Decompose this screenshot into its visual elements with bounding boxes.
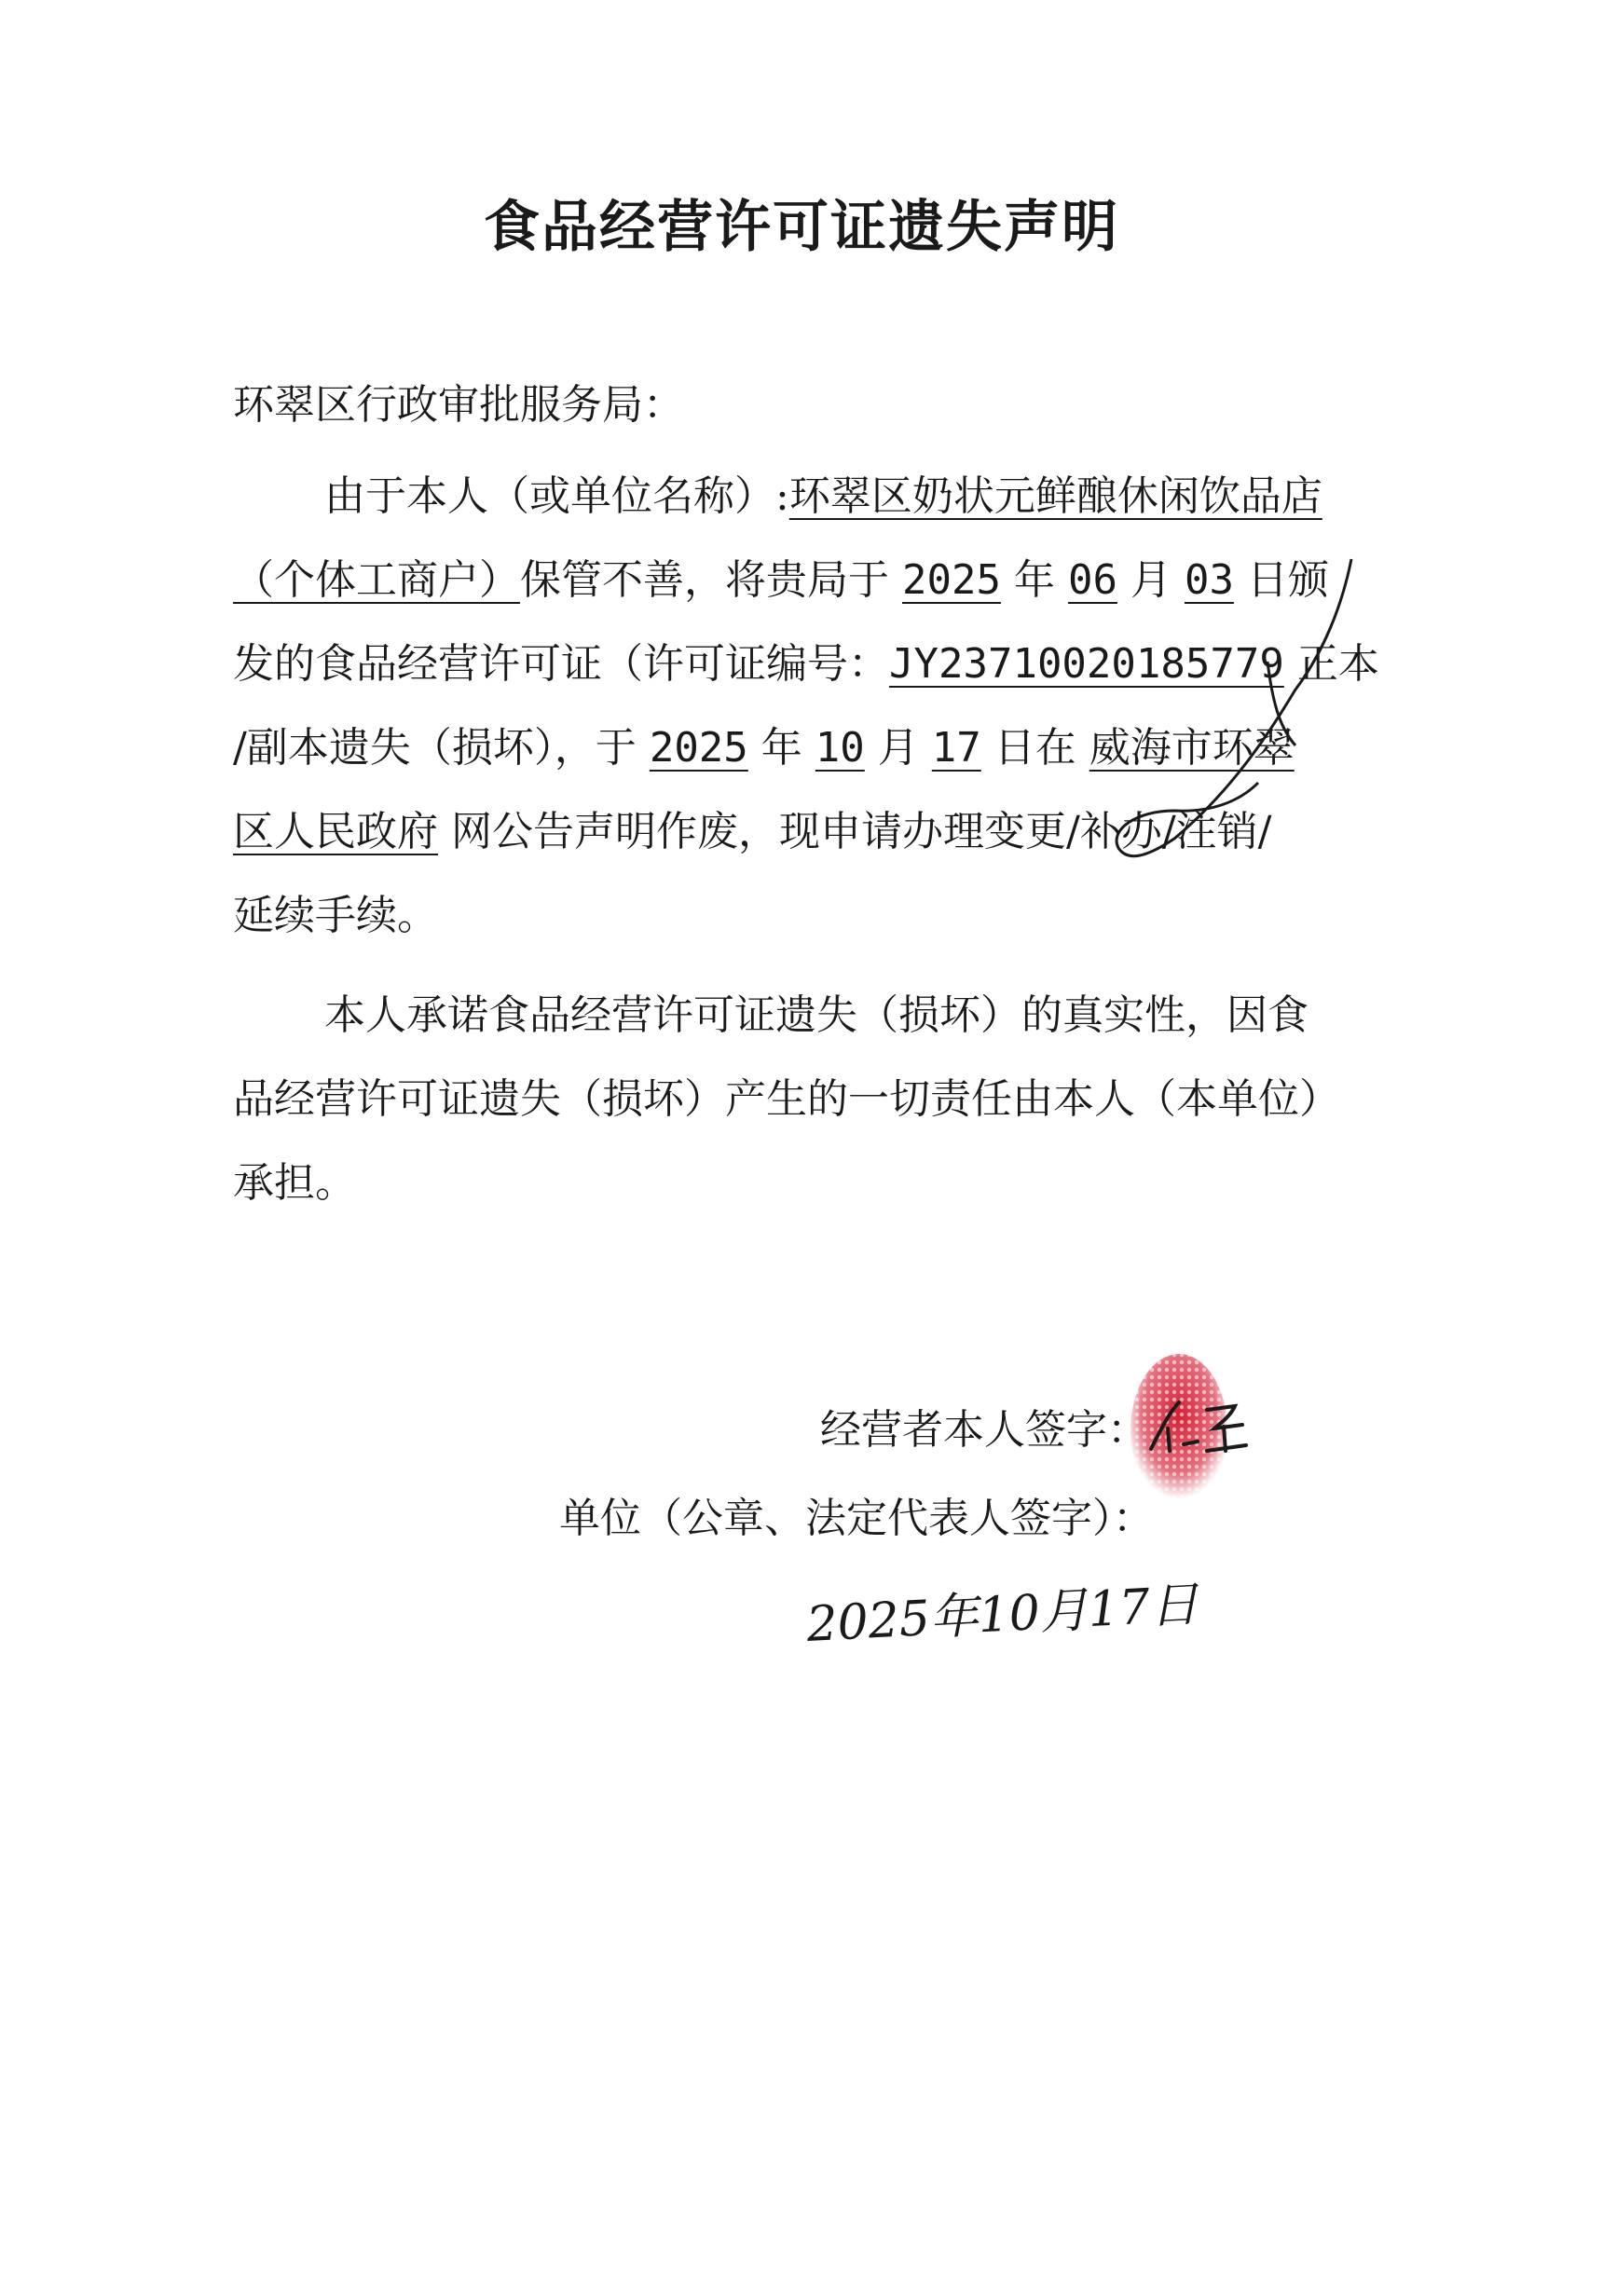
issue-day: 03: [1184, 556, 1234, 604]
notice-place-cont: 区人民政府: [233, 808, 438, 855]
document-title: 食品经营许可证遗失声明: [484, 195, 1119, 260]
notice-year: 2025: [649, 724, 748, 772]
para2-line2: 品经营许可证遗失（损坏）产生的一切责任由本人（本单位）: [233, 1075, 1340, 1123]
notice-place: 威海市环翠: [1089, 724, 1295, 772]
para1-line2: （个体工商户）保管不善，将贵局于 2025 年 06 月 03 日颁: [233, 556, 1329, 604]
unit-signature-label: 单位（公章、法定代表人签字）：: [559, 1495, 1154, 1542]
para1-line6: 延续手续。: [233, 892, 438, 939]
handwritten-date: 2025年10月17日: [805, 1577, 1200, 1653]
license-number: JY23710020185779: [889, 640, 1284, 688]
business-name: 环翠区奶状元鲜酿休闲饮品店: [788, 472, 1322, 520]
issue-month: 06: [1067, 556, 1117, 604]
para2-line3: 承担。: [233, 1159, 356, 1207]
para1-line4: /副本遗失（损坏），于 2025 年 10 月 17 日在 威海市环翠: [233, 724, 1295, 772]
recipient: 环翠区行政审批服务局：: [233, 381, 684, 429]
notice-day: 17: [931, 724, 981, 772]
operator-signature-label: 经营者本人签字：: [820, 1406, 1148, 1454]
business-type: （个体工商户）: [233, 556, 520, 604]
para1-line1: 由于本人（或单位名称）:环翠区奶状元鲜酿休闲饮品店: [324, 472, 1322, 520]
handwritten-signature: [1142, 1393, 1263, 1458]
para1-line3: 发的食品经营许可证（许可证编号：JY23710020185779 正本: [233, 640, 1379, 688]
para1-line5: 区人民政府 网公告声明作废，现申请办理变更/补办/注销/: [233, 808, 1272, 855]
issue-year: 2025: [902, 556, 1001, 604]
paragraph-commitment: [233, 974, 1370, 1225]
unit-signature-row: [559, 1482, 1154, 1556]
handwritten-check-mark: [1016, 550, 1407, 885]
notice-month: 10: [815, 724, 865, 772]
operator-signature-row: [820, 1393, 1148, 1468]
para2-line1: 本人承诺食品经营许可证遗失（损坏）的真实性，因食: [324, 991, 1308, 1039]
